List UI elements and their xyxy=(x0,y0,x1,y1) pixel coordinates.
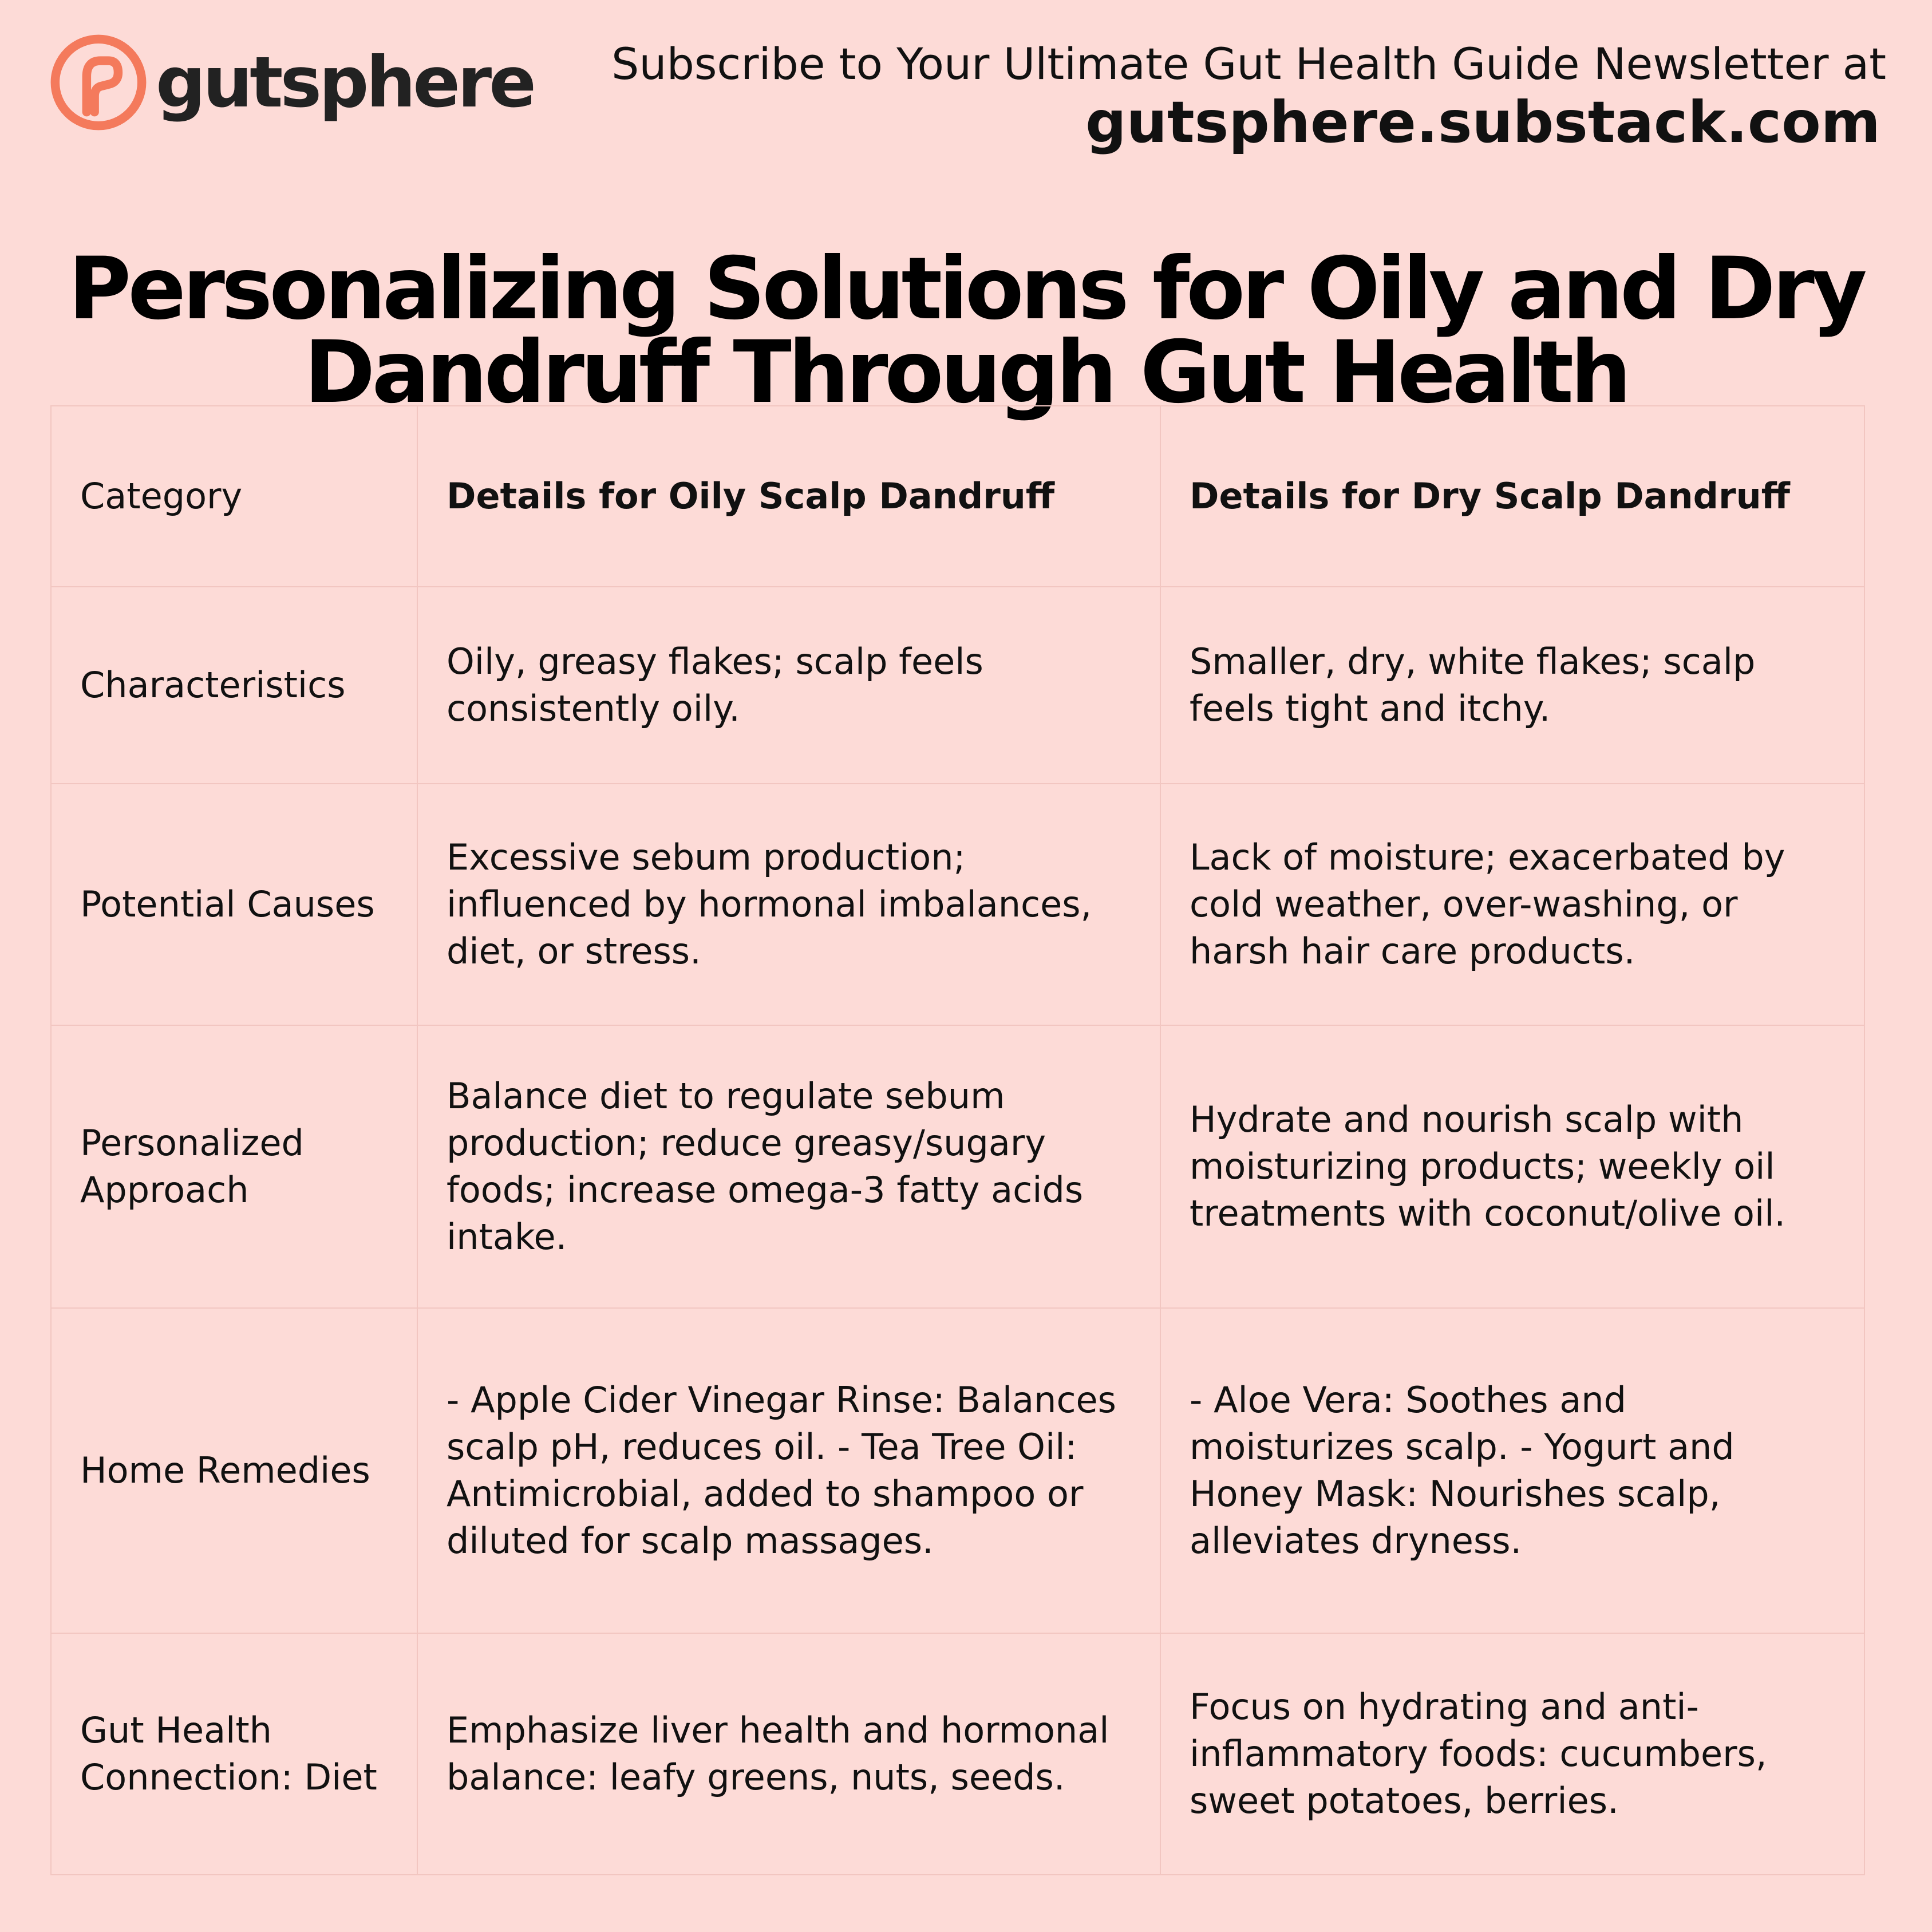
table-row xyxy=(51,1308,1864,1633)
row-dry-details: Lack of moisture; exacerbated by cold weather, over-washing, or harsh hair care products. xyxy=(1160,784,1864,1025)
row-oily-details: Emphasize liver health and hormonal balance: leafy greens, nuts, seeds. xyxy=(417,1633,1160,1875)
row-dry-details: Hydrate and nourish scalp with moisturizing products; weekly oil treatments with coconut/olive oil. xyxy=(1160,1025,1864,1308)
row-category: Home Remedies xyxy=(51,1308,417,1633)
table-row xyxy=(51,1025,1864,1308)
header-dry: Details for Dry Scalp Dandruff xyxy=(1160,406,1864,587)
brand-name: gutsphere xyxy=(156,42,534,123)
newsletter-url[interactable]: gutsphere.substack.com xyxy=(1085,89,1880,156)
row-oily-details: Balance diet to regulate sebum production; reduce greasy/sugary foods; increase omega-3 fatty acids intake. xyxy=(417,1025,1160,1308)
table-row xyxy=(51,587,1864,784)
row-oily-details: Excessive sebum production; influenced by hormonal imbalances, diet, or stress. xyxy=(417,784,1160,1025)
comparison-table-wrapper xyxy=(50,405,1864,1875)
row-category: Characteristics xyxy=(51,587,417,784)
brand-logo xyxy=(49,33,534,132)
row-category: Potential Causes xyxy=(51,784,417,1025)
subscribe-text: Subscribe to Your Ultimate Gut Health Guide Newsletter at xyxy=(611,38,1886,89)
table-header-row xyxy=(51,406,1864,587)
row-oily-details: - Apple Cider Vinegar Rinse: Balances scalp pH, reduces oil. - Tea Tree Oil: Antimicrobial, added to shampoo or diluted for scalp massages. xyxy=(417,1308,1160,1633)
header-oily: Details for Oily Scalp Dandruff xyxy=(417,406,1160,587)
comparison-table xyxy=(50,405,1865,1875)
row-oily-details: Oily, greasy flakes; scalp feels consistently oily. xyxy=(417,587,1160,784)
header-category: Category xyxy=(51,406,417,587)
table-row xyxy=(51,1633,1864,1875)
title-line-2: Dandruff Through Gut Health xyxy=(304,323,1628,422)
gut-logo-icon xyxy=(49,33,148,132)
subscribe-banner xyxy=(611,38,1886,156)
page-title xyxy=(0,239,1932,422)
row-dry-details: Smaller, dry, white flakes; scalp feels tight and itchy. xyxy=(1160,587,1864,784)
row-dry-details: Focus on hydrating and anti-inflammatory foods: cucumbers, sweet potatoes, berries. xyxy=(1160,1633,1864,1875)
table-row xyxy=(51,784,1864,1025)
row-dry-details: - Aloe Vera: Soothes and moisturizes scalp. - Yogurt and Honey Mask: Nourishes scalp, alleviates dryness. xyxy=(1160,1308,1864,1633)
title-line-1: Personalizing Solutions for Oily and Dry xyxy=(68,239,1864,339)
row-category: Gut Health Connection: Diet xyxy=(51,1633,417,1875)
row-category: Personalized Approach xyxy=(51,1025,417,1308)
